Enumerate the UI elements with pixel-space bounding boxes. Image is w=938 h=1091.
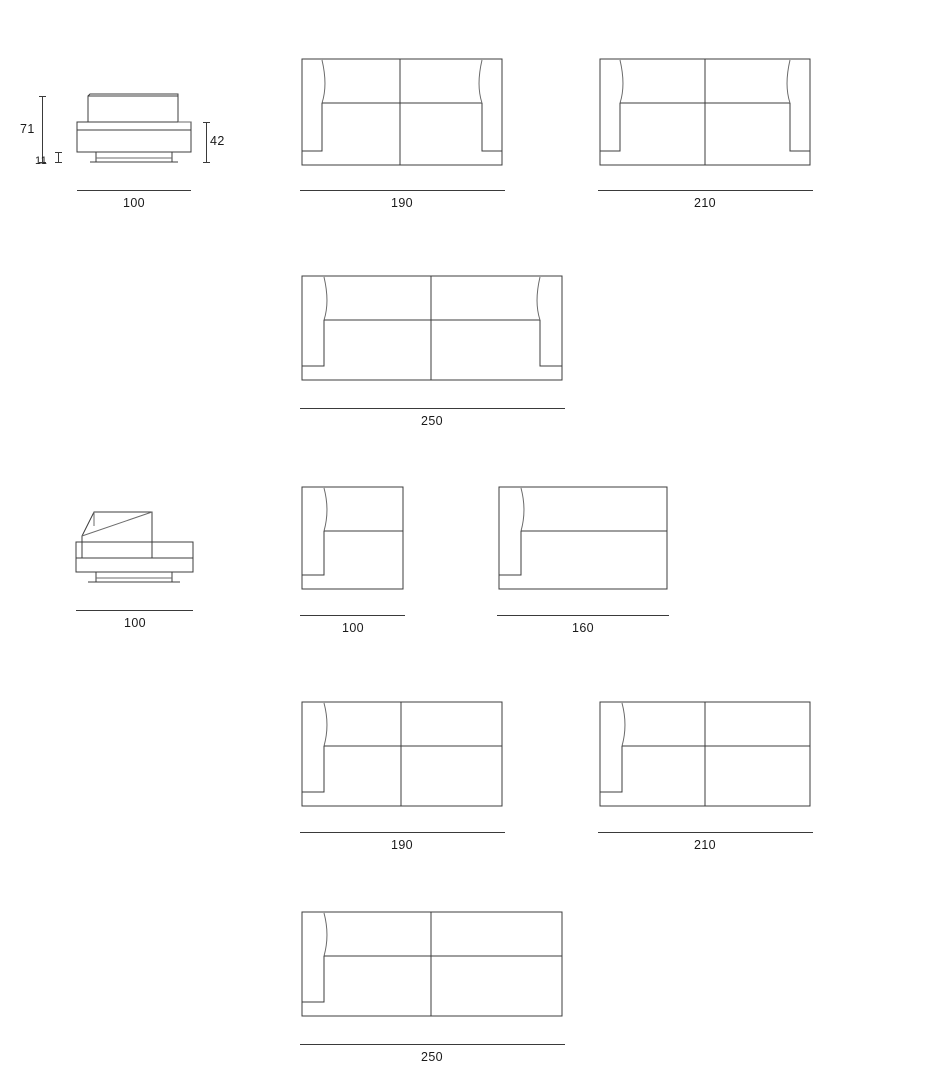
corner-plan-160-drawing [497,483,669,593]
dim-190-b-label: 190 [390,838,414,852]
figure-corner-module-plan-190 [300,698,505,858]
corner-plan-210-drawing [598,698,813,810]
dim-100-b-line [76,610,193,611]
figure-armless-module-front-250 [300,272,565,437]
figure-corner-module-plan-160 [497,483,669,638]
dim-250-b-line [300,1044,565,1045]
dim-100-a-label: 100 [122,196,146,210]
dim-100-a-line [77,190,191,191]
dim-160-line [497,615,669,616]
figure-corner-module-side-elevation [60,500,240,640]
dim-250-a-line [300,408,565,409]
dim-250-a-label: 250 [420,414,444,428]
corner-side-elevation-drawing [60,500,240,600]
figure-armless-module-front-210 [598,55,813,215]
dim-71-label: 71 [20,122,35,136]
figure-corner-module-plan-100 [300,483,405,638]
dim-190-a-label: 190 [390,196,414,210]
figure-armless-module-side-elevation [20,80,240,210]
dim-71-tick-top [39,96,46,97]
corner-plan-100-drawing [300,483,405,593]
dim-210-a-label: 210 [693,196,717,210]
dim-11-line [58,152,59,162]
figure-armless-module-front-190 [300,55,505,215]
dim-42-line [206,122,207,162]
dim-42-tick-bottom [203,162,210,163]
dim-42-label: 42 [210,134,225,148]
figure-corner-module-plan-210 [598,698,813,858]
dim-100-c-line [300,615,405,616]
dim-11-tick-bottom [55,162,62,163]
dim-190-b-line [300,832,505,833]
dim-11-label: 11 [35,155,48,167]
armless-front-210-drawing [598,55,813,170]
armless-front-190-drawing [300,55,505,170]
dim-210-b-label: 210 [693,838,717,852]
dim-71-line [42,96,43,162]
armless-front-250-drawing [300,272,565,384]
dim-100-c-label: 100 [341,621,365,635]
dim-42-tick-top [203,122,210,123]
dim-11-tick-top [55,152,62,153]
dim-250-b-label: 250 [420,1050,444,1064]
dim-160-label: 160 [571,621,595,635]
dim-100-b-label: 100 [123,616,147,630]
dim-210-b-line [598,832,813,833]
corner-plan-190-drawing [300,698,505,810]
corner-plan-250-drawing [300,908,565,1020]
figure-corner-module-plan-250 [300,908,565,1073]
dim-190-a-line [300,190,505,191]
dim-210-a-line [598,190,813,191]
